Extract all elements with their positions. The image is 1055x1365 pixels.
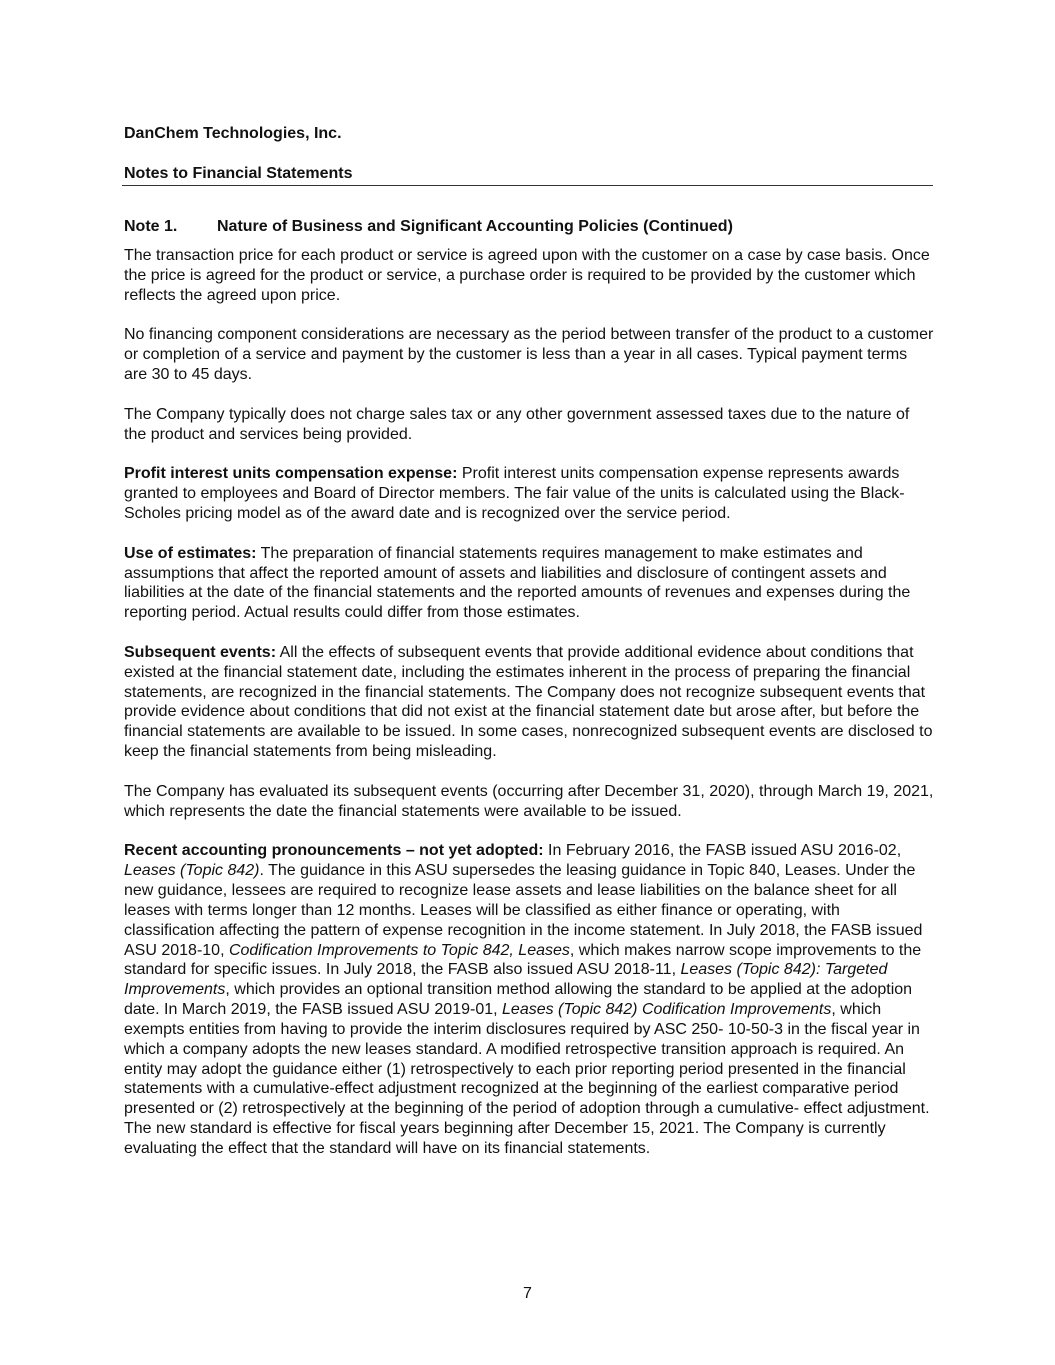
paragraph-lead: Profit interest units compensation expense: — [124, 465, 458, 483]
paragraph-text: , which makes narrow scope improvements to the standard for specific issues. In July 2018, the FASB also issued ASU 2018-11, — [124, 941, 922, 979]
paragraph-text: , which provides an optional transition method allowing the standard to be applied at the adoption date. In March 2019, the FASB issued ASU 2019-01, — [124, 981, 913, 1019]
paragraph-lead: Recent accounting pronouncements – not yet adopted: — [124, 842, 544, 860]
paragraph-text: The preparation of financial statements requires management to make estimates and assumptions that affect the reported amount of assets and liabilities and disclosure of contingent assets and liabilities at the date of the financial statements and the reported amounts of revenues and expenses during the reporting period. Actual results could differ from those estimates. — [124, 544, 911, 622]
paragraph-recent-pronouncements — [124, 841, 934, 1159]
paragraph-subsequent-events — [124, 643, 934, 762]
paragraph-financing: No financing component considerations are necessary as the period between transfer of the product to a customer or completion of a service and payment by the customer is less than a year in all cases. Typical payment terms are 30 to 45 days. — [124, 326, 934, 384]
note-number: Note 1. — [124, 218, 178, 235]
paragraph-use-of-estimates — [124, 544, 934, 623]
standard-title: Leases (Topic 842) — [124, 862, 260, 880]
paragraph-evaluation: The Company has evaluated its subsequent events (occurring after December 31, 2020), through March 19, 2021, which represents the date the financial statements were available to be issued. — [124, 782, 934, 820]
paragraph-transaction-price: The transaction price for each product or service is agreed upon with the customer on a case by case basis. Once the price is agreed for the product or service, a purchase order is required to be provided by the customer which reflects the agreed upon price. — [124, 247, 930, 304]
standard-title: Codification Improvements to Topic 842, Leases — [228, 941, 570, 959]
note-title: Nature of Business and Significant Accounting Policies (Continued) — [217, 218, 733, 235]
company-name: DanChem Technologies, Inc. — [124, 125, 342, 142]
paragraph-sales-tax: The Company typically does not charge sales tax or any other government assessed taxes due to the nature of the product and services being provided. — [124, 405, 910, 443]
paragraph-text: Profit interest units compensation expense represents awards granted to employees and Board of Director members. The fair value of the units is calculated using the Black-Scholes pricing model as of the award date and is recognized over the service period. — [124, 465, 905, 522]
paragraph-text: In February 2016, the FASB issued ASU 2016-02, — [543, 842, 902, 860]
paragraph-lead: Use of estimates: — [124, 544, 257, 562]
standard-title: Leases (Topic 842) Codification Improvements — [502, 1001, 832, 1019]
paragraph-profit-interest — [124, 464, 934, 524]
paragraph-text: All the effects of subsequent events that provide additional evidence about conditions that existed at the financial statement date, including the estimates inherent in the process of preparing the financial statements, are recognized in the financial statements. The Company does not recognize subsequent events that provide evidence about conditions that did not exist at the financial statement date but arose after, but before the financial statements are available to be issued. In some cases, nonrecognized subsequent events are disclosed to keep the financial statements from being misleading. — [124, 643, 933, 761]
paragraph-text: . The guidance in this ASU supersedes the leasing guidance in Topic 840, Leases. Under the new guidance, lessees are required to recognize lease assets and lease liabilities on the balance sheet for all leases with terms longer than 12 months. Leases will be classified as either finance or operating, with classification affecting the pattern of expense recognition in the income statement. In July 2018, the FASB issued ASU 2018-10, — [124, 862, 923, 959]
note-heading — [124, 217, 733, 237]
header-divider — [122, 185, 933, 186]
note-body — [124, 246, 934, 1179]
page-number: 7 — [523, 1285, 532, 1302]
document-title: Notes to Financial Statements — [124, 165, 353, 182]
paragraph-lead: Subsequent events: — [124, 643, 277, 661]
standard-title: Leases (Topic 842): Targeted Improvements — [124, 961, 888, 999]
paragraph-text: , which exempts entities from having to provide the interim disclosures required by ASC 250- 10-50-3 in the fiscal year in which a company adopts the new leases standard. A modified retrospective transition approach is required. An entity may adopt the guidance either (1) retrospectively to each prior reporting period presented in the financial statements with a cumulative-effect adjustment recognized at the beginning of the earliest comparative period presented or (2) retrospectively at the beginning of the period of adoption through a cumulative- effect adjustment. The new standard is effective for fiscal years beginning after December 15, 2021. The Company is currently evaluating the effect that the standard will have on its financial statements. — [124, 1001, 930, 1157]
